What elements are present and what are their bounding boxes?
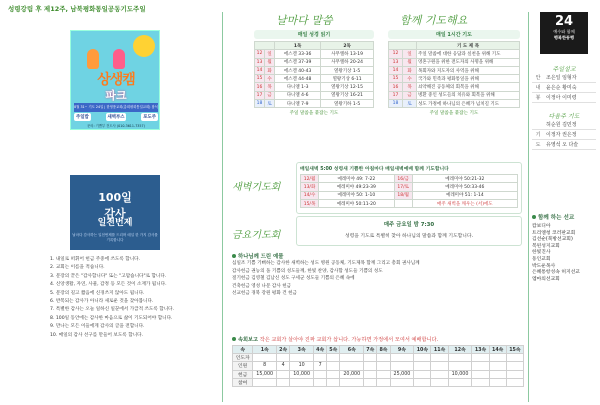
table-cell: 예레미야 50: 1-10	[319, 191, 395, 199]
table-cell	[390, 354, 414, 362]
table-cell	[448, 362, 472, 370]
word-caption: 주일 말씀을 붙잡는 기도	[289, 111, 339, 117]
table-cell	[532, 120, 544, 130]
dawn-prayer-box	[296, 162, 522, 214]
table-cell	[489, 354, 506, 362]
table-cell	[431, 354, 448, 362]
list-item: 2. 교회는 이름을 적습니다.	[50, 265, 105, 271]
table-cell	[327, 370, 340, 378]
table-cell: 화	[265, 66, 275, 74]
table-cell	[340, 378, 364, 386]
table-cell: 화	[403, 66, 417, 74]
table-cell: 내	[532, 83, 544, 93]
bullet-icon	[532, 215, 536, 219]
table-cell: 사무엘하 20-24	[321, 58, 374, 66]
table-cell: 3속	[290, 346, 314, 354]
table-cell: 13/화	[301, 183, 319, 191]
table-cell: 기	[532, 130, 544, 140]
table-cell: 병환 중인 성도들의 치유와 회복을 위해	[417, 91, 520, 99]
table-cell: 14	[389, 66, 403, 74]
table-cell: 조은일 임형자	[544, 73, 596, 83]
poster2-line2: 감사	[104, 207, 126, 220]
offering-line: 선교헌금 경북 강원 평화 건 헌금	[232, 291, 297, 297]
table-cell: 인도자	[233, 354, 253, 362]
table-cell: 12속	[448, 346, 472, 354]
table-cell: 10,000	[290, 370, 314, 378]
table-cell: 에스겔 40-43	[275, 66, 321, 74]
table-cell	[414, 378, 431, 386]
table-cell: 4속	[314, 346, 327, 354]
table-cell	[327, 378, 340, 386]
table-cell: 15	[255, 75, 265, 83]
table-cell: 13속	[472, 346, 489, 354]
table-cell: 허순원 김민정	[544, 120, 596, 130]
column-divider	[222, 12, 223, 402]
table-cell	[377, 362, 390, 370]
table-cell: 15,000	[253, 370, 277, 378]
table-cell: 8속	[377, 346, 390, 354]
table-cell: 10속	[414, 346, 431, 354]
table-cell: 일	[265, 50, 275, 58]
mission-item: 김선순(북방선교회)	[532, 237, 573, 243]
table-cell: 18	[255, 100, 265, 108]
table-cell: 8	[253, 362, 277, 370]
poster2-line1: 100일	[98, 191, 132, 204]
table-cell: 예레미야 49:23-39	[319, 183, 395, 191]
offering-title: 하나님께 드린 예물	[238, 254, 284, 260]
friday-prayer-box	[296, 216, 522, 246]
summer-camp-poster	[70, 30, 160, 130]
staff-table	[532, 73, 596, 103]
table-cell: 매주 새벽을 깨우는 (서)에도	[412, 199, 517, 207]
list-item: 7. 특별한 감사는 오늘 일하신 일꾼에서 가급적 쓰도록 합니다.	[50, 307, 175, 313]
table-cell: 기 도 제 목	[417, 42, 520, 50]
table-cell: 수	[403, 75, 417, 83]
table-cell: 월	[403, 58, 417, 66]
table-cell	[448, 354, 472, 362]
table-cell: 18	[389, 100, 403, 108]
table-cell: 이정자 권은정	[544, 130, 596, 140]
table-cell: 14/수	[301, 191, 319, 199]
table-cell: 10,000	[448, 370, 472, 378]
table-cell	[431, 370, 448, 378]
child-figure	[113, 49, 125, 69]
table-cell: 20,000	[340, 370, 364, 378]
church-logo: 24 예수와 함께 행복한동행	[540, 12, 588, 54]
list-item: 1. 내일로 떠휘어 헌금 주중에 쓰도록 합니다.	[50, 257, 141, 262]
mission-item: 동인교회	[532, 256, 551, 262]
word-table-header: 매일 성경 읽기	[254, 30, 374, 39]
table-cell: 금	[265, 91, 275, 99]
table-cell: 12	[255, 50, 265, 58]
dawn-section-title: 새벽기도회	[232, 182, 281, 193]
table-cell: 25,000	[390, 370, 414, 378]
child-figure	[87, 49, 99, 69]
mission-item: 박도운목사	[532, 263, 556, 269]
table-cell: 목회자와 지도자의 사역을 위해	[417, 66, 520, 74]
list-item: 5. 문장의 길고 짧음에 신경쓰지 않아도 됩니다.	[50, 290, 145, 296]
table-cell: 토	[403, 100, 417, 108]
table-cell	[377, 378, 390, 386]
table-cell: 목	[265, 83, 275, 91]
table-cell	[448, 378, 472, 386]
table-cell	[414, 370, 431, 378]
table-cell: 5속	[327, 346, 340, 354]
table-cell: 에스겔 33-36	[275, 50, 321, 58]
word-table	[254, 41, 374, 108]
table-cell	[277, 354, 290, 362]
table-cell: 18/월	[394, 191, 412, 199]
table-cell	[364, 378, 377, 386]
table-cell: 17	[389, 91, 403, 99]
table-cell	[394, 199, 412, 207]
table-cell: 다니엘 4-6	[275, 91, 321, 99]
table-cell: 열왕기하 1-5	[321, 100, 374, 108]
prayer-caption: 주일 말씀을 붙잡는 기도	[429, 111, 479, 117]
column-divider-right	[528, 12, 529, 402]
table-cell: 예레미야 50:33-46	[412, 183, 517, 191]
table-cell	[472, 354, 489, 362]
mission-item: 엠마의선교회	[532, 276, 560, 282]
poster-subtitle: 파크	[105, 89, 127, 102]
table-cell: 이정아 이미령	[544, 93, 596, 103]
table-cell	[253, 378, 277, 386]
group-report-table	[232, 345, 524, 387]
table-cell: 금	[403, 91, 417, 99]
table-cell	[472, 362, 489, 370]
offering-block	[232, 252, 524, 298]
table-cell: 에스겔 44-48	[275, 75, 321, 83]
table-cell: 쇠약해진 공동체의 회복을 위해	[417, 83, 520, 91]
table-cell	[506, 354, 523, 362]
table-cell: 6속	[340, 346, 364, 354]
bullet-icon	[232, 337, 236, 341]
prayer-table-header: 매일 1시간 기도	[388, 30, 520, 39]
table-cell: 15	[389, 75, 403, 83]
table-cell: 열왕기상 16-21	[321, 91, 374, 99]
table-cell	[489, 362, 506, 370]
table-cell	[390, 362, 414, 370]
table-cell: 16/금	[394, 175, 412, 183]
list-item: 9. 만나는 모든 이들에게 감사의 글을 전합니다.	[50, 324, 145, 330]
table-cell: 15속	[506, 346, 523, 354]
table-cell: 헌금	[233, 370, 253, 378]
table-cell	[255, 42, 275, 50]
table-cell	[340, 362, 364, 370]
table-cell: 10	[290, 362, 314, 370]
dawn-title: 매일새벽 5:00 성령새 기쁨한 아침마다 매일새벽예배 함께 기도합니다	[300, 167, 449, 172]
table-cell: 월	[265, 58, 275, 66]
table-cell: 13	[389, 58, 403, 66]
mission-item: 트리엘청 코러판교회	[532, 230, 576, 236]
offering-line: 절기헌금 김영철 김남신 성도 구세군 성도들 기쁨의 은혜 속에	[232, 276, 355, 282]
table-cell	[389, 42, 417, 50]
daily-word-block	[254, 30, 374, 116]
table-cell	[364, 370, 377, 378]
prayer-section-title: 함께 기도해요	[400, 14, 468, 27]
table-cell: 열왕기상 6-11	[321, 75, 374, 83]
table-cell: 예레미야 49: 7-22	[319, 175, 395, 183]
table-cell: 16	[255, 83, 265, 91]
table-cell: 14	[255, 66, 265, 74]
table-cell	[327, 362, 340, 370]
poster2-note: 날마다 감사하는 일천번제를 드리며 매일 한 가지 감사를 기록합니다	[72, 233, 158, 242]
sun-icon	[133, 35, 155, 57]
table-cell	[277, 370, 290, 378]
table-cell: 9속	[390, 346, 414, 354]
missions-block: 함께 하는 선교 캄보디아 트리엘청 코러판교회 김선순(북방선교회) 복된성지교회 한빛진사 동인교회 박도운목사 은혜통항성속 허지선교 엠마의선교회	[532, 213, 596, 283]
staff-table	[532, 120, 596, 150]
table-cell: 안	[532, 73, 544, 83]
table-cell: 예레미야 51: 1-14	[412, 191, 517, 199]
friday-title: 매주 금요일 밤 7:30	[383, 222, 435, 228]
table-cell: 에스겔 37-39	[275, 58, 321, 66]
prayer-table	[388, 41, 520, 108]
table-cell	[327, 354, 340, 362]
table-cell	[314, 354, 327, 362]
table-cell	[431, 362, 448, 370]
table-cell	[277, 378, 290, 386]
table-cell: 예레미야 50:11-20	[319, 199, 395, 207]
table-cell	[414, 354, 431, 362]
table-cell: 13	[255, 58, 265, 66]
table-cell	[364, 354, 377, 362]
poster-tag: 포도주	[143, 115, 156, 120]
list-item: 3. 문장의 끝은 "감사합니다" 또는 "고맙습니다"로 합니다.	[50, 273, 167, 279]
table-cell: 2속	[277, 346, 290, 354]
table-cell: 1속	[253, 346, 277, 354]
table-cell: 참여	[233, 378, 253, 386]
table-cell: 1독	[275, 42, 321, 50]
table-cell: 7	[314, 362, 327, 370]
bullet-icon	[232, 254, 236, 258]
table-cell	[290, 378, 314, 386]
table-cell	[340, 354, 364, 362]
table-cell: 17	[255, 91, 265, 99]
table-cell: 열왕기상 1-5	[321, 66, 374, 74]
table-cell: 2독	[321, 42, 374, 50]
poster-tags	[74, 113, 158, 121]
table-cell	[506, 362, 523, 370]
table-cell: 16	[389, 83, 403, 91]
dawn-table	[300, 174, 518, 208]
table-cell	[290, 354, 314, 362]
list-item: 4. 신앙생활, 자연, 사물, 감정 등 모든 것이 소재가 됩니다.	[50, 282, 167, 288]
table-cell: 사무엘하 13-19	[321, 50, 374, 58]
table-cell	[489, 370, 506, 378]
thanks-rules-list	[50, 256, 220, 340]
poster-tag: 주일밥	[76, 115, 89, 120]
daily-prayer-block	[388, 30, 520, 116]
table-cell: 목	[403, 83, 417, 91]
staff-group-label: 다음주 기도	[548, 113, 580, 120]
mission-item: 복된성지교회	[532, 243, 560, 249]
table-cell	[472, 378, 489, 386]
list-item: 10. 매일의 감사 선구를 만들어 보도록 합니다.	[50, 332, 143, 338]
table-cell: 7속	[364, 346, 377, 354]
table-cell: 다니엘 1-3	[275, 83, 321, 91]
table-cell: 4	[277, 362, 290, 370]
table-cell	[506, 370, 523, 378]
group-report-block: 속회보고 작은 교회가 살아야 진짜 교회가 삽니다. 가능하면 가정에서 모여서 예배합니다. 속 1속 2속 3속 4속 5속 6속 7속 8속 9속 10속 11속 12속 13속 14속 15속 인도자 인원 8 4 10 7 헌금 15,000 10,000 20,000 25,000 10,000 참여	[232, 336, 524, 387]
table-cell: 예레미야 50:21-32	[412, 175, 517, 183]
mission-item: 은혜통항성속 허지선교	[532, 270, 580, 276]
table-cell: 12	[389, 50, 403, 58]
bulletin-header: 성령강림 후 제12주, 남북평화통일공동기도주일	[8, 5, 146, 13]
table-cell: 수	[265, 75, 275, 83]
table-cell: 주일 말씀에 대한 응답과 실천을 위해 기도	[417, 50, 520, 58]
table-cell	[314, 378, 327, 386]
table-cell: 인원	[233, 362, 253, 370]
friday-body: 성령을 기도로 특별히 찾아 하나님의 말씀과 함께 기도합니다.	[344, 234, 474, 239]
table-cell	[377, 370, 390, 378]
table-cell	[390, 378, 414, 386]
word-section-title: 날마다 말씀	[276, 14, 333, 27]
table-cell: 14속	[489, 346, 506, 354]
staff-block	[532, 64, 596, 150]
table-cell	[431, 378, 448, 386]
table-cell: 봉	[532, 93, 544, 103]
table-cell: 국가와 민족과 평화통일을 위해	[417, 75, 520, 83]
poster-title: 상생캠	[97, 72, 135, 88]
poster-date-bar: 8월 31~ 기도 24일 | 한영풍교회(총회평화통일교회) 참석	[74, 103, 158, 112]
offering-line: 건축헌금 영성 나문 감사 헌금	[232, 283, 292, 289]
table-cell: 17/토	[394, 183, 412, 191]
mission-item: 캄보디아	[532, 224, 551, 229]
thanks-poster	[70, 175, 160, 250]
offering-line: 감사헌금 권능의 돌 기쁨의 성도들께, 한빛 찬양, 감사함 성도들 기쁨의 성도	[232, 268, 383, 274]
table-cell	[414, 362, 431, 370]
poster2-line3: 일천번제	[97, 218, 133, 228]
offering-line: 십일조 기쁨 기뻐하는 감사한 새벽하는 성도 병원 공동체, 기도제목 함께 그리고 총회 권사님께	[232, 261, 420, 266]
poster-contact: 문의: 기쁨부 전도사 (010-3611-7357)	[87, 124, 145, 128]
table-cell: 열왕기상 12-15	[321, 83, 374, 91]
table-cell: 다니엘 7-9	[275, 100, 321, 108]
staff-group-label: 주일설교	[552, 66, 576, 73]
table-cell	[377, 354, 390, 362]
table-cell: 토	[265, 100, 275, 108]
table-cell	[506, 378, 523, 386]
friday-section-title: 금요기도회	[232, 230, 281, 241]
poster-tag: 새벽부스	[107, 115, 125, 120]
mission-item: 한빛진사	[532, 250, 551, 256]
table-cell	[253, 354, 277, 362]
table-cell: 일	[403, 50, 417, 58]
table-cell	[489, 378, 506, 386]
list-item: 6. 반복되는 감사가 아니라 새로운 것을 찾아봅니다.	[50, 299, 154, 305]
table-cell: 12/월	[301, 175, 319, 183]
list-item: 8. 100일 동안에는 감사한 마음으로 삶이 기도되어야 합니다.	[50, 315, 173, 321]
table-cell: 유영석 오 다슬	[544, 140, 596, 150]
table-cell: 윤은순 황미숙	[544, 83, 596, 93]
table-cell: 성도 가정에 하나님의 은혜가 넘치길 기도	[417, 100, 520, 108]
table-cell	[364, 362, 377, 370]
table-cell: 도	[532, 140, 544, 150]
table-cell	[314, 370, 327, 378]
table-cell: 영혼구원을 위한 전도자의 사명을 위해	[417, 58, 520, 66]
table-cell: 11속	[431, 346, 448, 354]
table-cell: 속	[233, 346, 253, 354]
table-cell	[472, 370, 489, 378]
table-cell: 15/목	[301, 199, 319, 207]
